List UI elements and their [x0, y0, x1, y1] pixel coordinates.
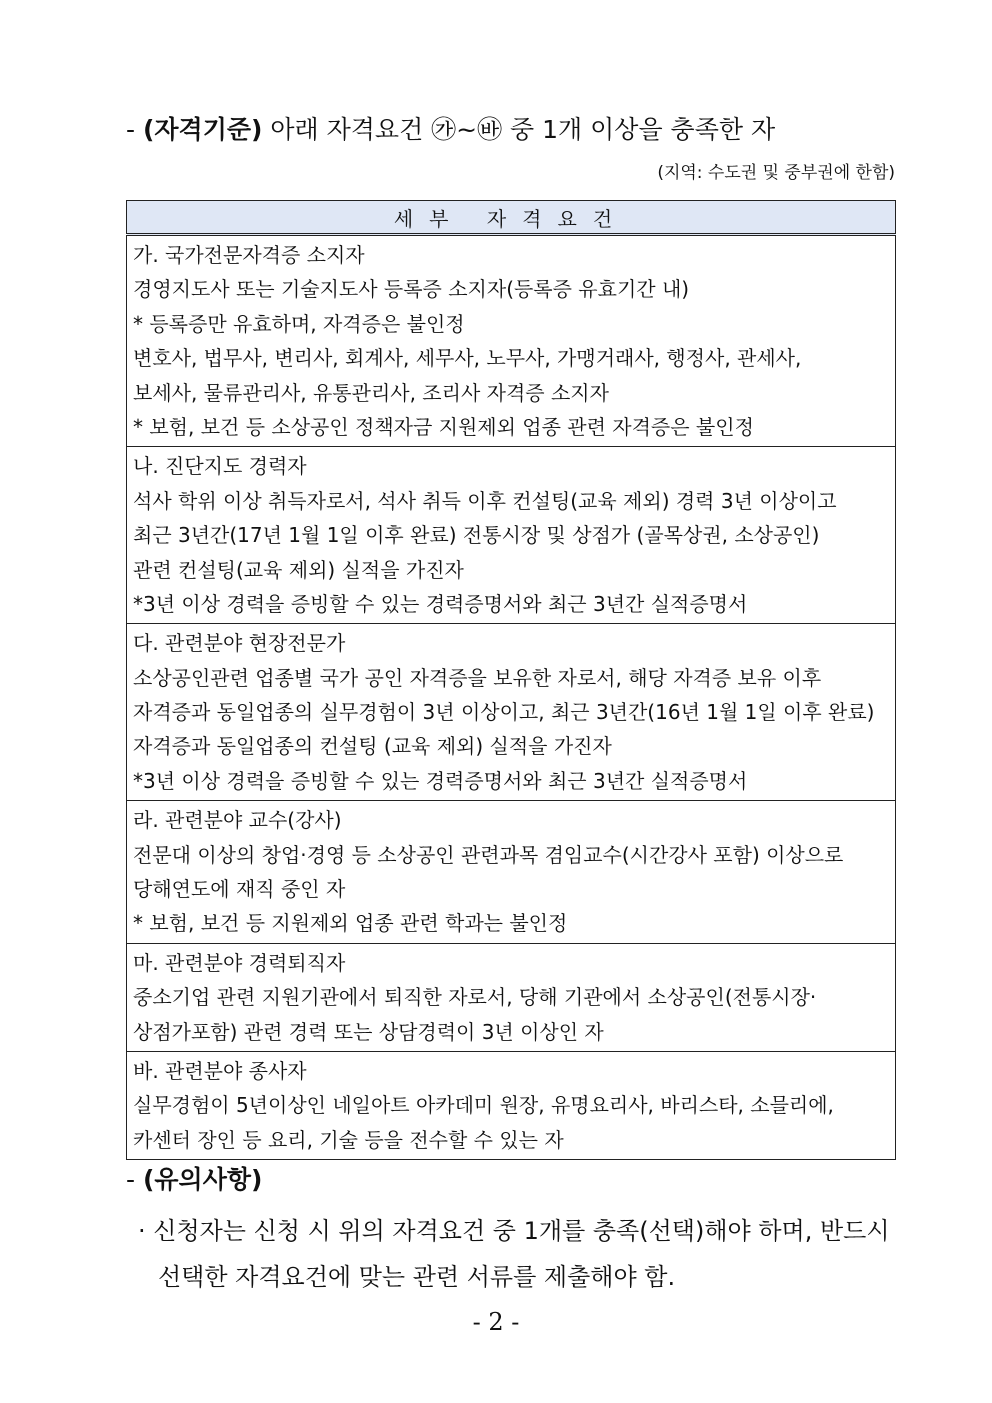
section-line: 보세사, 물류관리사, 유통관리사, 조리사 자격증 소지자 [133, 380, 609, 405]
section-line: 관련 컨설팅(교육 제외) 실적을 가진자 [133, 557, 464, 582]
table-row [127, 447, 896, 624]
section-title: 다. 관련분야 현장전문가 [133, 631, 346, 656]
section-note: * 보험, 보건 등 지원제외 업종 관련 학과는 불인정 [133, 911, 568, 936]
caution-body [138, 1208, 898, 1300]
table-row [127, 801, 896, 944]
requirement-section-ga [127, 235, 896, 447]
section-line: 전문대 이상의 창업·경영 등 소상공인 관련과목 겸임교수(시간강사 포함) 이상으로 [133, 842, 844, 867]
section-note: * 보험, 보건 등 소상공인 정책자금 지원제외 업종 관련 자격증은 불인정 [133, 414, 754, 439]
page-number: - 2 - [472, 1308, 520, 1336]
requirement-section-da [127, 624, 896, 801]
table-row [127, 624, 896, 801]
heading-bold-label: (자격기준) [142, 115, 263, 144]
section-line: 상점가포함) 관련 경력 또는 상담경력이 3년 이상인 자 [133, 1019, 604, 1044]
requirement-section-na [127, 447, 896, 624]
section-title: 바. 관련분야 종사자 [133, 1058, 307, 1083]
caution-bold-label: (유의사항) [142, 1165, 263, 1194]
section-line: 당해연도에 재직 중인 자 [133, 877, 346, 902]
table-header: 세부 자격요건 [127, 201, 896, 235]
caution-prefix: - [126, 1165, 143, 1194]
table-row [127, 943, 896, 1051]
section-note: *3년 이상 경력을 증빙할 수 있는 경력증명서와 최근 3년간 실적증명서 [133, 768, 748, 793]
section-line: 실무경험이 5년이상인 네일아트 아카데미 원장, 유명요리사, 바리스타, 소믈리에, [133, 1093, 834, 1118]
section-line: 최근 3년간(17년 1월 1일 이후 완료) 전통시장 및 상점가 (골목상권, 소상공인) [133, 523, 820, 548]
section-title: 마. 관련분야 경력퇴직자 [133, 950, 346, 975]
section-line: 중소기업 관련 지원기관에서 퇴직한 자로서, 당해 기관에서 소상공인(전통시장· [133, 985, 817, 1010]
section-note: * 등록증만 유효하며, 자격증은 불인정 [133, 311, 465, 336]
heading-text: 아래 자격요건 ㉮~㉳ 중 1개 이상을 충족한 자 [262, 115, 776, 144]
section-title: 나. 진단지도 경력자 [133, 454, 307, 479]
caution-line: · 신청자는 신청 시 위의 자격요건 중 1개를 충족(선택)해야 하며, 반드시 [138, 1217, 890, 1245]
section-title: 라. 관련분야 교수(강사) [133, 808, 342, 833]
requirements-table [126, 200, 896, 1160]
qualification-heading [126, 112, 775, 148]
section-line: 경영지도사 또는 기술지도사 등록증 소지자(등록증 유효기간 내) [133, 277, 690, 302]
caution-heading [126, 1162, 262, 1198]
requirement-section-ba [127, 1051, 896, 1159]
region-note: (지역: 수도권 및 중부권에 한함) [657, 163, 895, 183]
section-title: 가. 국가전문자격증 소지자 [133, 243, 365, 267]
section-note: *3년 이상 경력을 증빙할 수 있는 경력증명서와 최근 3년간 실적증명서 [133, 591, 748, 616]
section-line: 변호사, 법무사, 변리사, 회계사, 세무사, 노무사, 가맹거래사, 행정사, 관세사, [133, 346, 802, 371]
caution-line: 선택한 자격요건에 맞는 관련 서류를 제출해야 함. [158, 1263, 676, 1291]
table-row [127, 1051, 896, 1159]
table-row [127, 235, 896, 447]
section-line: 자격증과 동일업종의 컨설팅 (교육 제외) 실적을 가진자 [133, 734, 612, 759]
section-line: 소상공인관련 업종별 국가 공인 자격증을 보유한 자로서, 해당 자격증 보유 이후 [133, 665, 822, 690]
section-line: 카센터 장인 등 요리, 기술 등을 전수할 수 있는 자 [133, 1127, 564, 1152]
requirement-section-ra [127, 801, 896, 944]
section-line: 석사 학위 이상 취득자로서, 석사 취득 이후 컨설팅(교육 제외) 경력 3년 이상이고 [133, 488, 837, 513]
section-line: 자격증과 동일업종의 실무경험이 3년 이상이고, 최근 3년간(16년 1월 1일 이후 완료) [133, 700, 875, 725]
requirement-section-ma [127, 943, 896, 1051]
table-header-row [127, 201, 896, 235]
heading-prefix: - [126, 115, 143, 144]
